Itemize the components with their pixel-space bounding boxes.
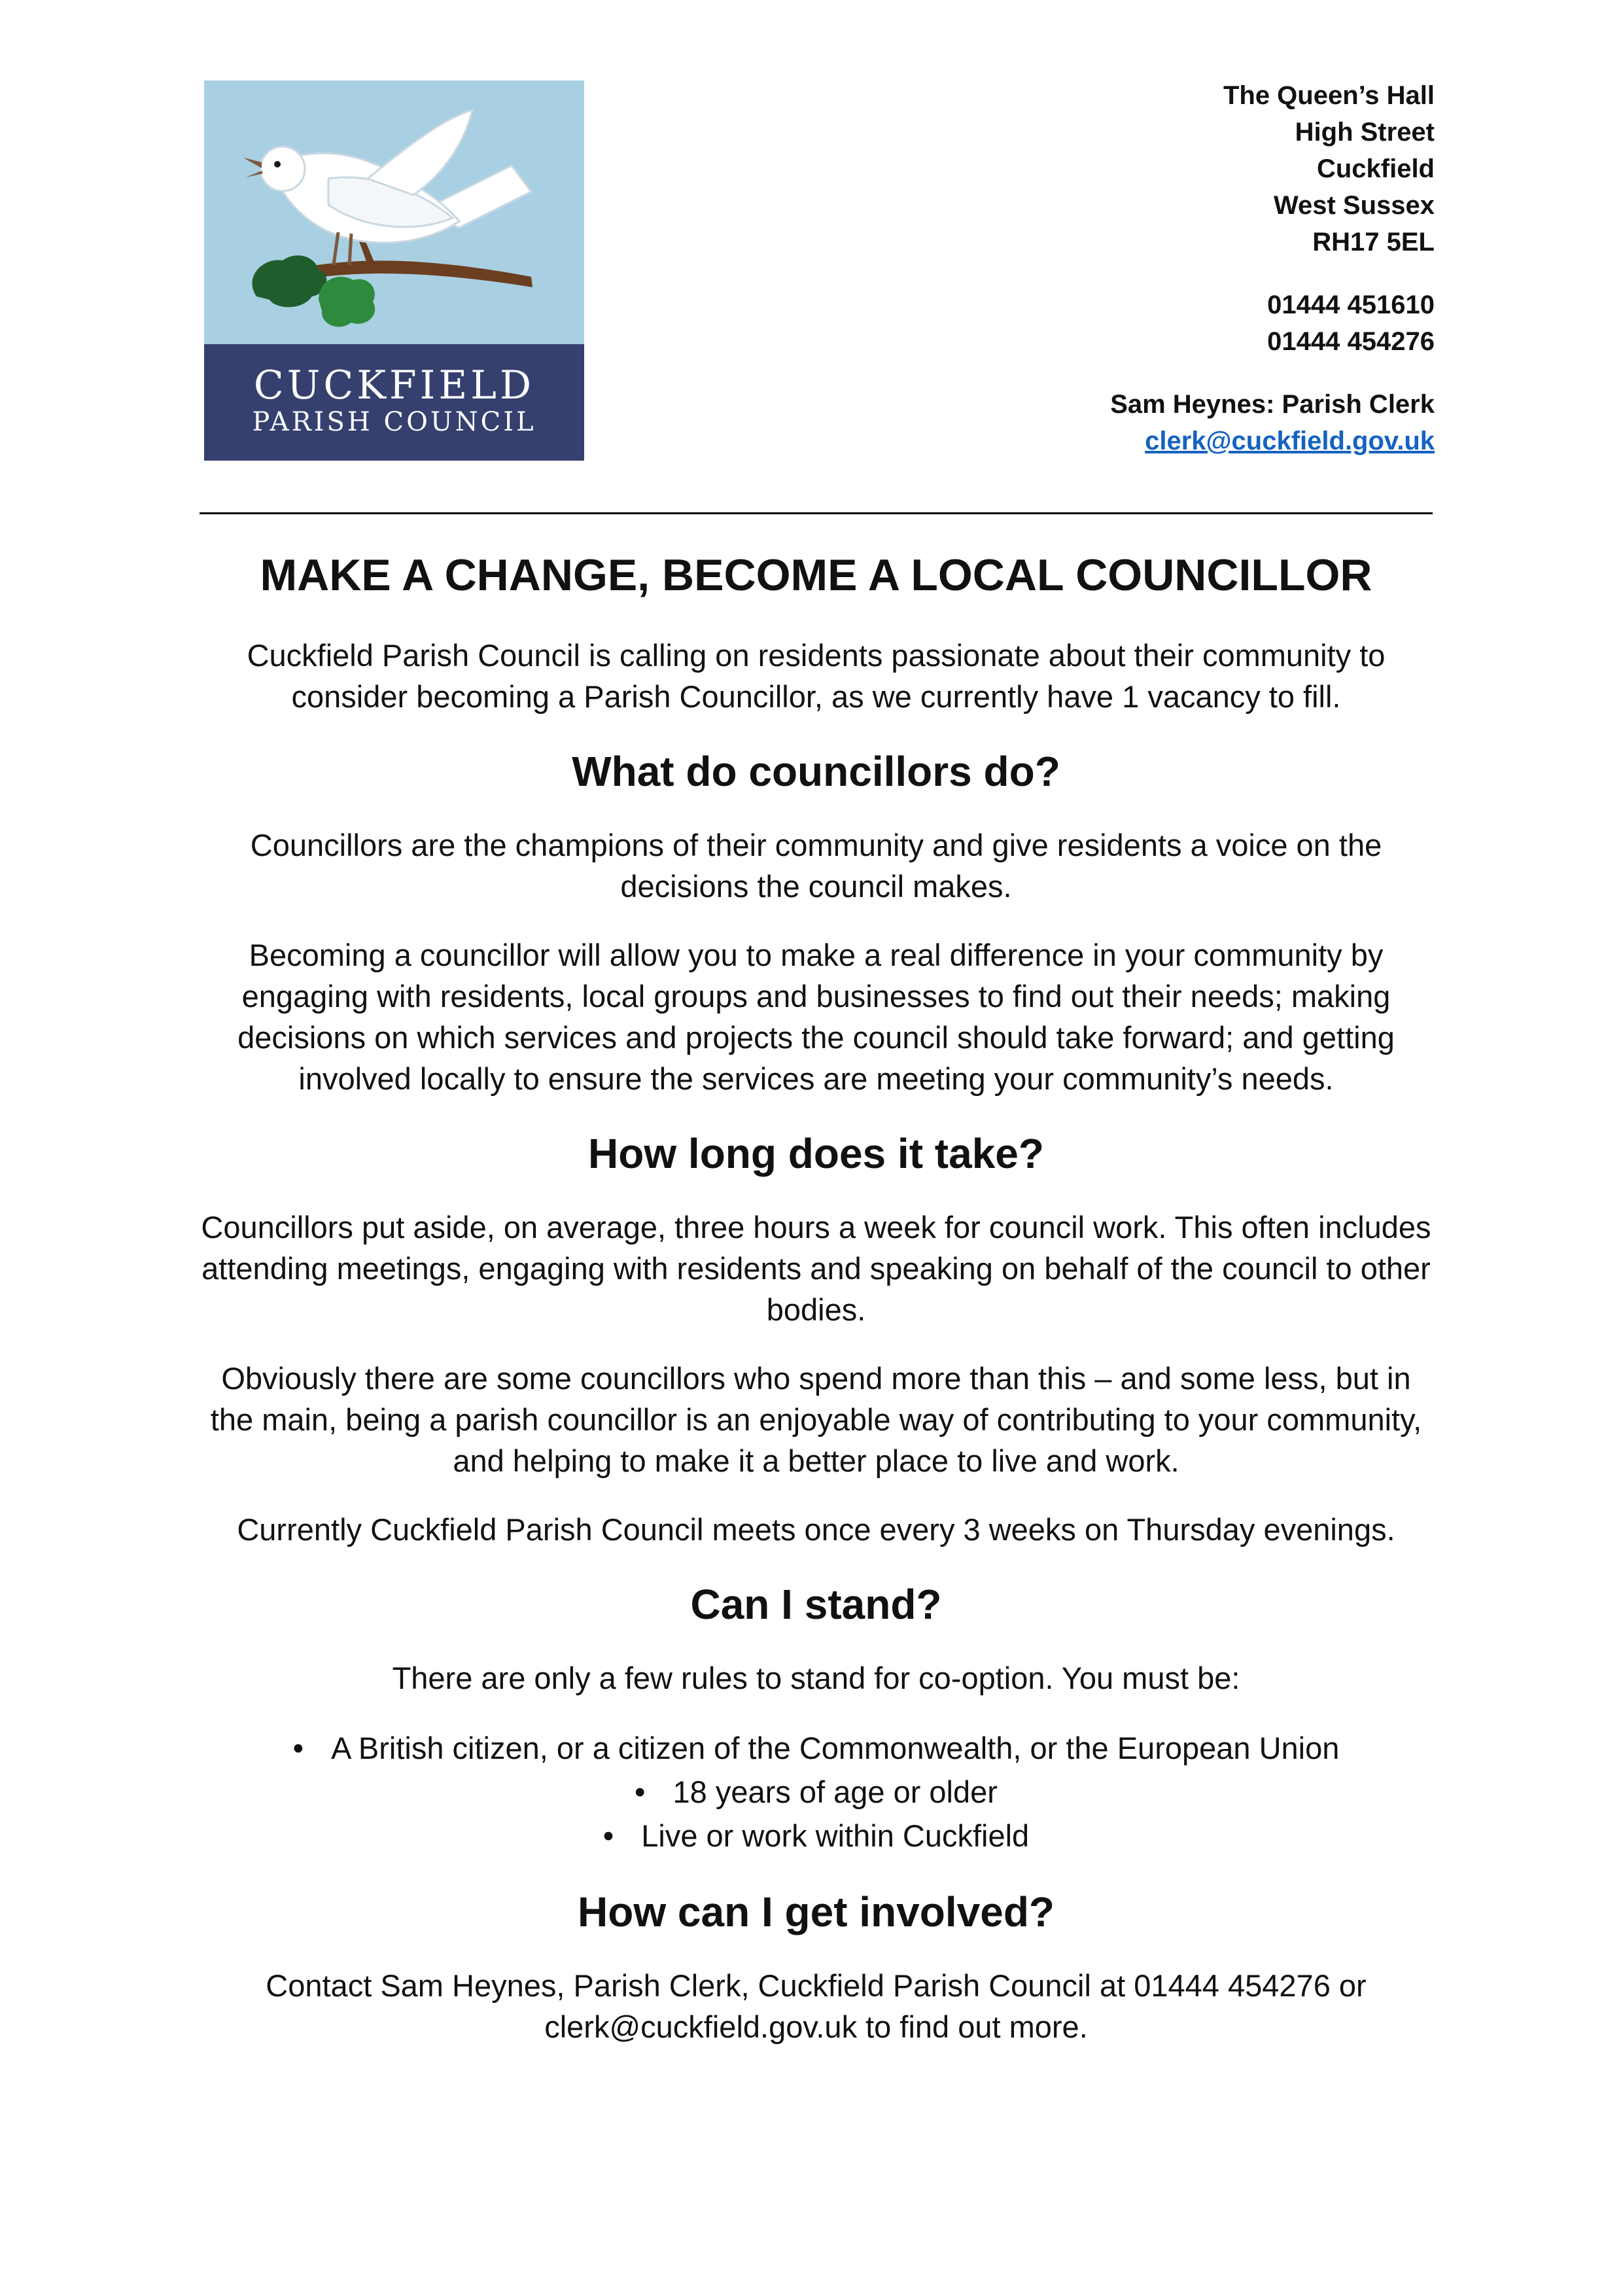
section-heading: How can I get involved? [578,1888,1055,1935]
list-item-text: 18 years of age or older [672,1775,998,1809]
document-body [200,547,1433,2075]
bullet-icon: • [292,1731,304,1765]
section-paragraph: Currently Cuckfield Parish Council meets once every 3 weeks on Thursday evenings. [237,1512,1395,1547]
section-paragraph: Obviously there are some councillors who spend more than this – and some less, but in the main, being a parish councillor is an enjoyable way of contributing to your community, and helping to make it a better place to live and work. [210,1361,1422,1478]
section-heading: Can I stand? [690,1581,942,1628]
clerk-name: Sam Heynes: Parish Clerk [1110,390,1435,419]
clerk-email-link[interactable]: clerk@cuckfield.gov.uk [1145,427,1435,455]
address-line: High Street [1295,118,1435,147]
intro-paragraph: Cuckfield Parish Council is calling on residents passionate about their community to consider becoming a Parish Councillor, as we currently have 1 vacancy to fill. [247,638,1386,714]
parish-council-logo [204,80,584,461]
bullet-icon: • [635,1775,646,1809]
address-line: The Queen’s Hall [1223,81,1435,110]
eligibility-list [200,1726,1433,1858]
logo-name: CUCKFIELD [253,362,535,408]
logo-band [204,344,584,461]
phone-number: 01444 451610 [1267,291,1435,319]
list-item-text: Live or work within Cuckfield [641,1818,1030,1853]
header-divider [200,512,1433,514]
section-paragraph: Councillors put aside, on average, three hours a week for council work. This often includes attending meetings, engaging with residents and speaking on behalf of the council to other bodies. [201,1210,1431,1327]
contact-address [1110,77,1435,459]
page-title: MAKE A CHANGE, BECOME A LOCAL COUNCILLOR [260,550,1372,600]
section-heading: How long does it take? [588,1130,1044,1177]
section-paragraph: There are only a few rules to stand for co-option. You must be: [392,1661,1240,1695]
address-postcode: RH17 5EL [1312,228,1435,256]
section-paragraph: Contact Sam Heynes, Parish Clerk, Cuckfield Parish Council at 01444 454276 or clerk@cuckfield.gov.uk to find out more. [266,1968,1367,2044]
section-heading: What do councillors do? [572,748,1060,795]
list-item [200,1726,1433,1770]
list-item [200,1770,1433,1814]
bird-on-branch-icon [204,80,584,344]
list-item [200,1814,1433,1858]
list-item-text: A British citizen, or a citizen of the Commonwealth, or the European Union [331,1731,1340,1765]
address-line: Cuckfield [1316,154,1435,183]
section-paragraph: Councillors are the champions of their community and give residents a voice on the decisions the council makes. [250,828,1382,904]
bullet-icon: • [602,1818,614,1853]
phone-number: 01444 454276 [1267,327,1435,356]
logo-subtitle: PARISH COUNCIL [252,407,536,437]
section-paragraph: Becoming a councillor will allow you to make a real difference in your community by engaging with residents, local groups and businesses to find out their needs; making decisions on which services and projects the council should take forward; and getting involved locally to ensure the services are meeting your community’s needs. [237,938,1395,1096]
address-line: West Sussex [1273,191,1435,220]
